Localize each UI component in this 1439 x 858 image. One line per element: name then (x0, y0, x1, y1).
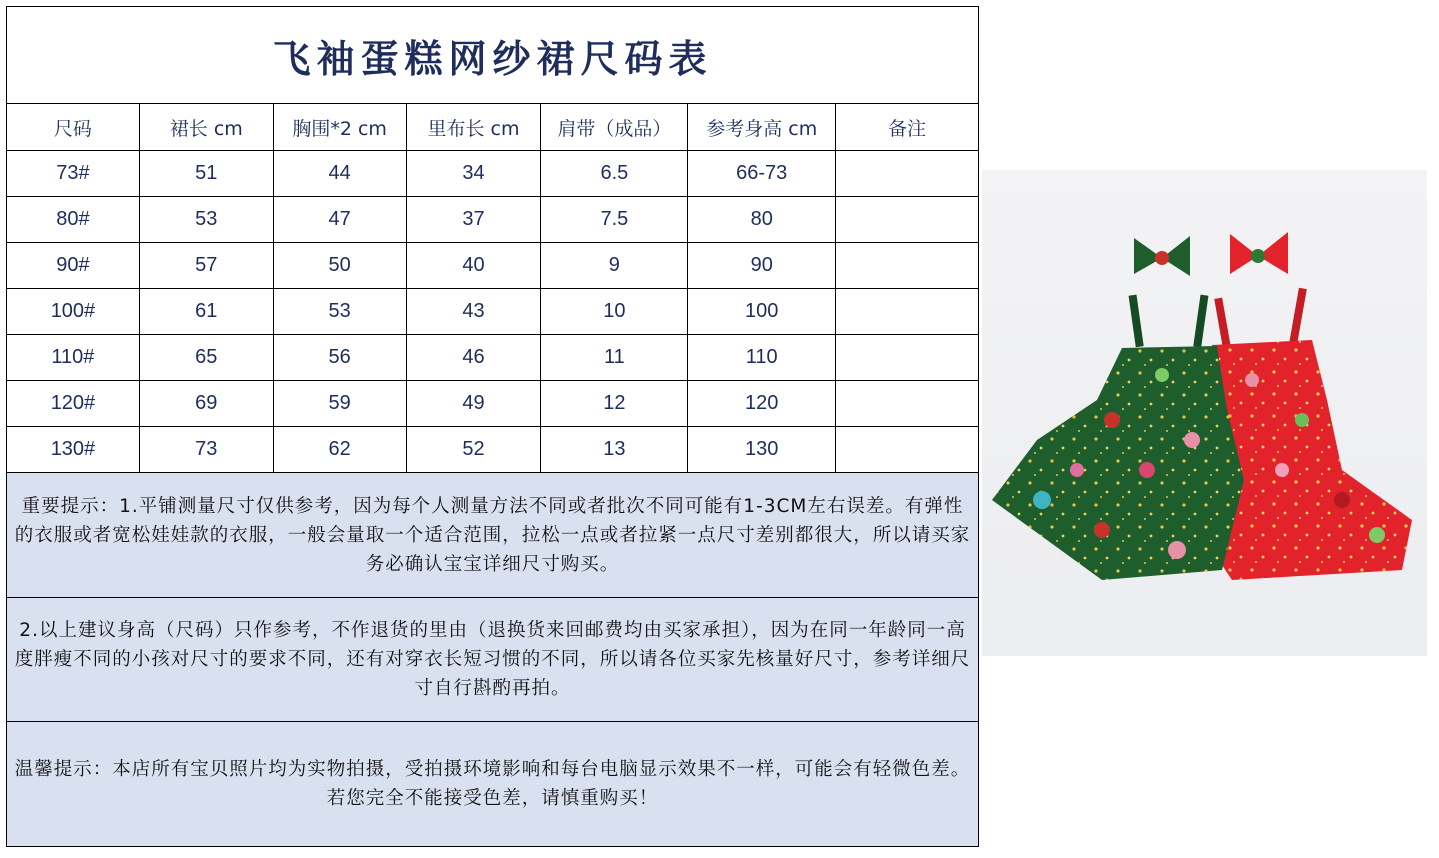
table-body (7, 151, 979, 473)
note-height: 2.以上建议身高（尺码）只作参考，不作退货的里由（退换货来回邮费均由买家承担），因为在同一年龄同一高度胖瘦不同的小孩对尺寸的要求不同，还有对穿衣长短习惯的不同，所以请各位买家先核量好尺寸，参考详细尺寸自行斟酌再拍。 (6, 598, 979, 722)
table-cell: 100# (7, 289, 140, 335)
table-cell: 80 (688, 197, 836, 243)
table-cell (836, 381, 979, 427)
table-row (7, 289, 979, 335)
table-cell: 66-73 (688, 151, 836, 197)
table-cell: 73# (7, 151, 140, 197)
table-cell: 57 (139, 243, 273, 289)
table-cell (836, 335, 979, 381)
red-bow (1230, 232, 1288, 274)
table-cell: 50 (273, 243, 406, 289)
column-header: 肩带（成品） (541, 104, 688, 151)
table-cell: 120# (7, 381, 140, 427)
column-header: 参考身高 cm (688, 104, 836, 151)
table-cell: 130# (7, 427, 140, 473)
header-row (7, 104, 979, 151)
size-chart (6, 6, 978, 846)
note-color: 温馨提示：本店所有宝贝照片均为实物拍摄，受拍摄环境影响和每台电脑显示效果不一样，可能会有轻微色差。若您完全不能接受色差，请慎重购买！ (6, 722, 979, 847)
table-row (7, 381, 979, 427)
table-cell: 44 (273, 151, 406, 197)
table-cell: 90# (7, 243, 140, 289)
table-cell: 73 (139, 427, 273, 473)
table-cell: 43 (406, 289, 541, 335)
table-cell: 110# (7, 335, 140, 381)
table-cell (836, 289, 979, 335)
column-header: 备注 (836, 104, 979, 151)
table-cell: 6.5 (541, 151, 688, 197)
column-header: 胸围*2 cm (273, 104, 406, 151)
table-cell: 37 (406, 197, 541, 243)
table-cell: 56 (273, 335, 406, 381)
table-row (7, 427, 979, 473)
table-cell: 10 (541, 289, 688, 335)
table-cell: 51 (139, 151, 273, 197)
column-header: 里布长 cm (406, 104, 541, 151)
table-cell (836, 197, 979, 243)
column-header: 裙长 cm (139, 104, 273, 151)
table-row (7, 151, 979, 197)
green-dress (992, 295, 1244, 580)
note-important: 重要提示：1.平铺测量尺寸仅供参考，因为每个人测量方法不同或者批次不同可能有1-3CM左右误差。有弹性的衣服或者宽松娃娃款的衣服，一般会量取一个适合范围，拉松一点或者拉紧一点尺寸差别都很大，所以请买家务必确认宝宝详细尺寸购买。 (6, 473, 979, 598)
table-cell: 61 (139, 289, 273, 335)
table-cell: 120 (688, 381, 836, 427)
table-cell: 52 (406, 427, 541, 473)
table-row (7, 335, 979, 381)
table-cell: 34 (406, 151, 541, 197)
table-cell: 9 (541, 243, 688, 289)
green-bow (1134, 236, 1190, 276)
table-row (7, 243, 979, 289)
title-row (7, 7, 979, 104)
table-cell: 80# (7, 197, 140, 243)
table-cell: 69 (139, 381, 273, 427)
table-cell: 12 (541, 381, 688, 427)
column-header: 尺码 (7, 104, 140, 151)
product-photo (982, 170, 1427, 656)
table-cell (836, 427, 979, 473)
size-table (6, 6, 979, 473)
table-cell: 49 (406, 381, 541, 427)
table-cell: 62 (273, 427, 406, 473)
dress-illustration (982, 170, 1427, 656)
table-cell: 100 (688, 289, 836, 335)
table-cell (836, 151, 979, 197)
table-cell (836, 243, 979, 289)
table-cell: 40 (406, 243, 541, 289)
table-cell: 53 (273, 289, 406, 335)
table-cell: 90 (688, 243, 836, 289)
table-cell: 65 (139, 335, 273, 381)
table-row (7, 197, 979, 243)
table-cell: 7.5 (541, 197, 688, 243)
table-cell: 110 (688, 335, 836, 381)
table-cell: 53 (139, 197, 273, 243)
notes (6, 473, 979, 847)
table-cell: 47 (273, 197, 406, 243)
table-cell: 130 (688, 427, 836, 473)
page-title: 飞袖蛋糕网纱裙尺码表 (7, 7, 979, 104)
table-cell: 59 (273, 381, 406, 427)
table-cell: 46 (406, 335, 541, 381)
table-cell: 11 (541, 335, 688, 381)
table-cell: 13 (541, 427, 688, 473)
